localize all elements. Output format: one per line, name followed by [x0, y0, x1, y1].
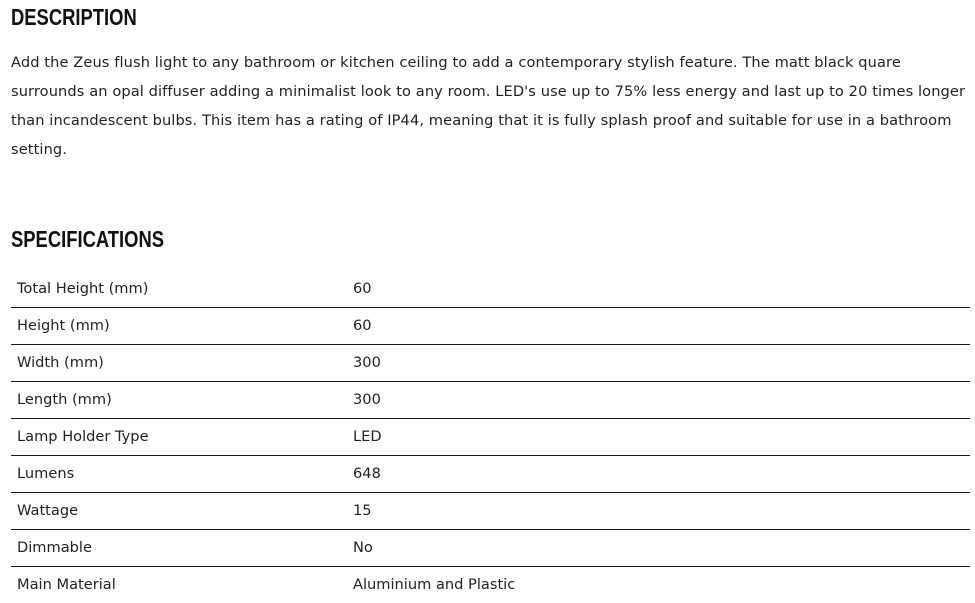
- spec-value: 300: [347, 344, 970, 381]
- spec-row-main-material: [11, 566, 970, 603]
- spec-value: 15: [347, 492, 970, 529]
- spec-row-lumens: [11, 455, 970, 492]
- spec-label: Height (mm): [11, 307, 347, 344]
- spec-label: Width (mm): [11, 344, 347, 381]
- spec-value: 60: [347, 270, 970, 307]
- spec-row-wattage: [11, 492, 970, 529]
- spec-label: Length (mm): [11, 381, 347, 418]
- spec-row-length: [11, 381, 970, 418]
- spec-row-height: [11, 307, 970, 344]
- spec-label: Lumens: [11, 455, 347, 492]
- spec-label: Main Material: [17, 576, 116, 594]
- spec-label: Total Height (mm): [11, 270, 347, 307]
- spec-row-lamp-holder-type: [11, 418, 970, 455]
- spec-row-width: [11, 344, 970, 381]
- description-text: Add the Zeus flush light to any bathroom or kitchen ceiling to add a contemporary stylish feature. The matt black quare surrounds an opal diffuser adding a minimalist look to any room. LED's use up to 75% less energy and last up to 20 times longer than incandescent bulbs. This item has a rating of IP44, meaning that it is fully splash proof and suitable for use in a bathroom setting.: [11, 54, 966, 158]
- specifications-heading: SPECIFICATIONS: [11, 226, 165, 252]
- description-heading: DESCRIPTION: [11, 4, 137, 30]
- specifications-table: [11, 270, 970, 603]
- spec-value: 648: [347, 455, 970, 492]
- spec-label: Lamp Holder Type: [11, 418, 347, 455]
- spec-row-dimmable: [11, 529, 970, 566]
- spec-row-total-height: [11, 270, 970, 307]
- spec-value: LED: [347, 418, 970, 455]
- spec-value: 60: [347, 307, 970, 344]
- spec-value: 300: [347, 381, 970, 418]
- spec-value: No: [347, 529, 970, 566]
- spec-value: Aluminium and Plastic: [353, 576, 516, 594]
- spec-label: Dimmable: [11, 529, 347, 566]
- spec-label: Wattage: [11, 492, 347, 529]
